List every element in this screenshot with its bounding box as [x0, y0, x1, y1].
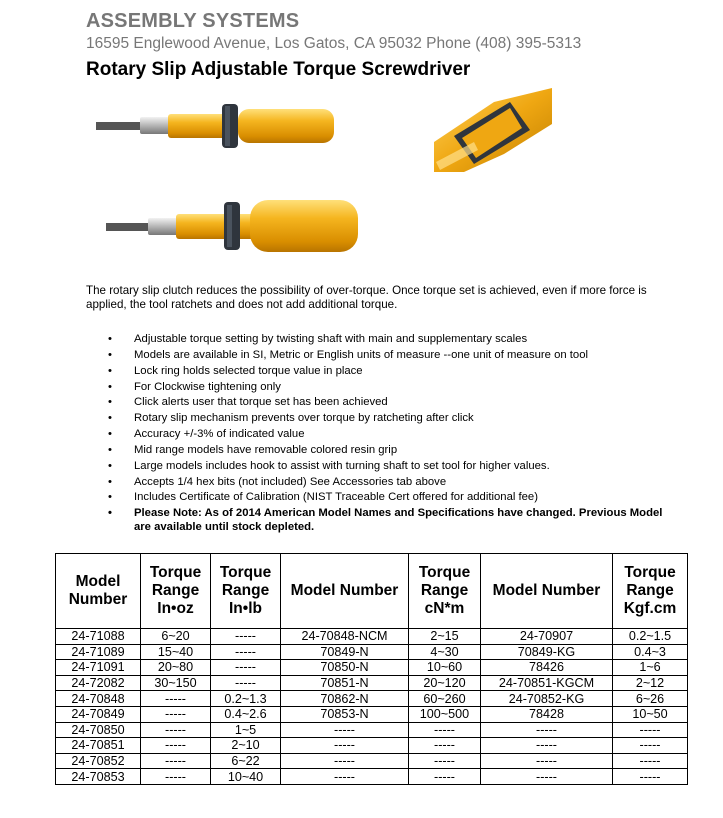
table-cell: ----- — [281, 722, 409, 738]
column-header: Torque Range In•oz — [141, 554, 211, 629]
intro-paragraph: The rotary slip clutch reduces the possibility of over-torque. Once torque set is achieved, even if more force is applied, the tool ratchets and does not add additional torque. — [86, 284, 647, 311]
company-address: 16595 Englewood Avenue, Los Gatos, CA 95032 Phone (408) 395-5313 — [86, 35, 582, 52]
list-item: • Includes Certificate of Calibration (NIST Traceable Cert offered for additional fee) — [86, 490, 676, 506]
column-header: Torque Range In•lb — [211, 554, 281, 629]
table-cell: 24-71089 — [56, 644, 141, 660]
list-item: • Accepts 1/4 hex bits (not included) See Accessories tab above — [86, 475, 676, 491]
list-item: • Adjustable torque setting by twisting shaft with main and supplementary scales — [86, 332, 676, 348]
table-cell: 24-70849 — [56, 706, 141, 722]
table-cell: ----- — [141, 769, 211, 785]
table-row — [56, 706, 688, 722]
table-cell: ----- — [141, 738, 211, 754]
table-cell: ----- — [141, 706, 211, 722]
screwdriver-photo-metal-handle — [94, 96, 344, 156]
table-cell: 24-70851 — [56, 738, 141, 754]
table-body — [56, 629, 688, 785]
table-cell: 10~40 — [211, 769, 281, 785]
list-item: • Mid range models have removable colored resin grip — [86, 443, 676, 459]
table-cell: 4~30 — [409, 644, 481, 660]
table-cell: 24-71091 — [56, 660, 141, 676]
table-cell: 10~60 — [409, 660, 481, 676]
column-header: Torque Range cN*m — [409, 554, 481, 629]
table-cell: 2~12 — [613, 675, 688, 691]
table-cell: 100~500 — [409, 706, 481, 722]
table-cell: ----- — [613, 722, 688, 738]
table-cell: 78426 — [481, 660, 613, 676]
table-row — [56, 629, 688, 645]
column-header: Torque Range Kgf.cm — [613, 554, 688, 629]
lock-ring-closeup-photo — [434, 84, 552, 172]
list-item: • Rotary slip mechanism prevents over torque by ratcheting after click — [86, 411, 676, 427]
screwdriver-photo-resin-grip — [104, 196, 364, 258]
table-cell: 0.4~2.6 — [211, 706, 281, 722]
table-cell: ----- — [211, 629, 281, 645]
table-cell: 1~6 — [613, 660, 688, 676]
list-item: • Click alerts user that torque set has been achieved — [86, 395, 676, 411]
table-cell: 70849-N — [281, 644, 409, 660]
table-cell: ----- — [409, 722, 481, 738]
table-cell: ----- — [481, 769, 613, 785]
table-cell: ----- — [409, 769, 481, 785]
table-cell: 24-70853 — [56, 769, 141, 785]
table-cell: 24-72082 — [56, 675, 141, 691]
table-cell: 6~22 — [211, 753, 281, 769]
table-cell: ----- — [409, 738, 481, 754]
table-row — [56, 675, 688, 691]
table-cell: 24-70850 — [56, 722, 141, 738]
table-cell: 24-71088 — [56, 629, 141, 645]
table-cell: 2~10 — [211, 738, 281, 754]
table-cell: 24-70848 — [56, 691, 141, 707]
table-cell: 20~120 — [409, 675, 481, 691]
table-cell: 24-70907 — [481, 629, 613, 645]
table-cell: 0.2~1.5 — [613, 629, 688, 645]
table-cell: ----- — [613, 738, 688, 754]
table-cell: 24-70851-KGCM — [481, 675, 613, 691]
table-cell: 24-70852-KG — [481, 691, 613, 707]
table-cell: ----- — [141, 722, 211, 738]
table-cell: ----- — [141, 691, 211, 707]
table-cell: ----- — [281, 753, 409, 769]
table-cell: ----- — [281, 738, 409, 754]
list-item: • Models are available in SI, Metric or English units of measure --one unit of measure on tool — [86, 348, 676, 364]
table-cell: 6~20 — [141, 629, 211, 645]
table-row — [56, 769, 688, 785]
column-header: Model Number — [281, 554, 409, 629]
table-cell: 70850-N — [281, 660, 409, 676]
table-cell: 70853-N — [281, 706, 409, 722]
column-header: Model Number — [56, 554, 141, 629]
table-cell: 20~80 — [141, 660, 211, 676]
table-cell: 60~260 — [409, 691, 481, 707]
table-cell: ----- — [481, 738, 613, 754]
table-cell: ----- — [211, 675, 281, 691]
table-cell: 0.2~1.3 — [211, 691, 281, 707]
table-cell: ----- — [211, 660, 281, 676]
table-row — [56, 738, 688, 754]
table-cell: 10~50 — [613, 706, 688, 722]
table-cell: 24-70852 — [56, 753, 141, 769]
table-cell: ----- — [211, 644, 281, 660]
table-cell: ----- — [613, 769, 688, 785]
company-name: ASSEMBLY SYSTEMS — [86, 10, 300, 32]
table-cell: 70849-KG — [481, 644, 613, 660]
table-cell: 78428 — [481, 706, 613, 722]
table-cell: 15~40 — [141, 644, 211, 660]
table-cell: 2~15 — [409, 629, 481, 645]
table-header — [56, 554, 688, 629]
table-row — [56, 660, 688, 676]
table-row — [56, 722, 688, 738]
please-note: • Please Note: As of 2014 American Model Names and Specifications have changed. Previous Model are available until stock depleted. — [86, 506, 676, 534]
list-item: • Accuracy +/-3% of indicated value — [86, 427, 676, 443]
feature-list — [86, 332, 676, 534]
table-row — [56, 691, 688, 707]
table-cell: ----- — [409, 753, 481, 769]
list-item: • Lock ring holds selected torque value in place — [86, 364, 676, 380]
table-cell: 30~150 — [141, 675, 211, 691]
table-cell: 0.4~3 — [613, 644, 688, 660]
header-row — [56, 554, 688, 629]
list-item: • Large models includes hook to assist with turning shaft to set tool for higher values. — [86, 459, 676, 475]
specifications-table — [55, 553, 688, 785]
table-cell: ----- — [613, 753, 688, 769]
table-cell: ----- — [141, 753, 211, 769]
table-cell: ----- — [481, 722, 613, 738]
table-row — [56, 644, 688, 660]
table-cell: 70851-N — [281, 675, 409, 691]
list-item: • For Clockwise tightening only — [86, 380, 676, 396]
table-row — [56, 753, 688, 769]
table-cell: ----- — [481, 753, 613, 769]
column-header: Model Number — [481, 554, 613, 629]
table-cell: 70862-N — [281, 691, 409, 707]
table-cell: ----- — [281, 769, 409, 785]
table-cell: 1~5 — [211, 722, 281, 738]
page-title: Rotary Slip Adjustable Torque Screwdriver — [86, 59, 471, 80]
table-cell: 6~26 — [613, 691, 688, 707]
table-cell: 24-70848-NCM — [281, 629, 409, 645]
